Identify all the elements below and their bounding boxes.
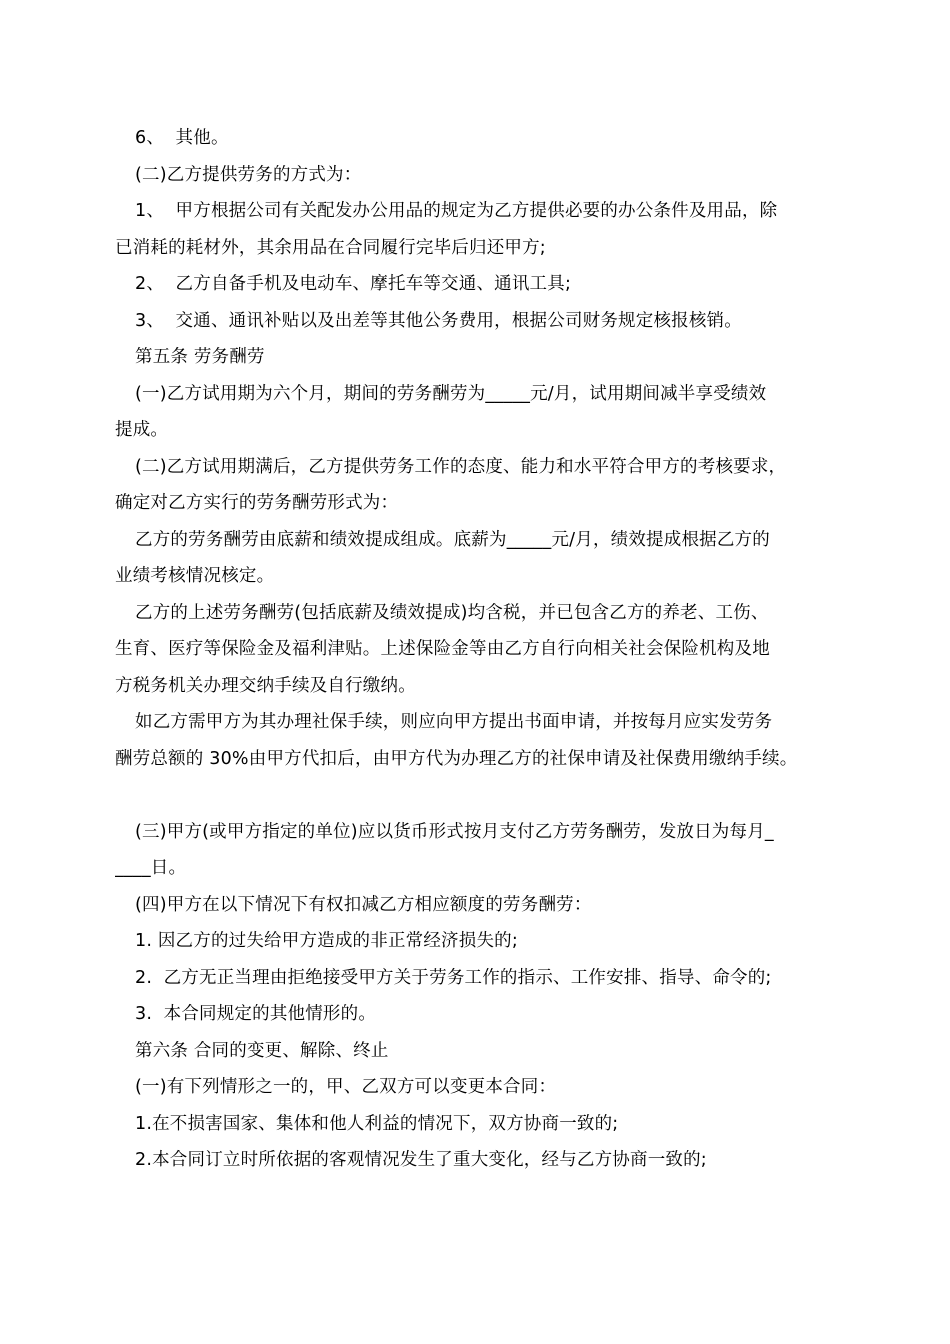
text-line: 如乙方需甲方为其办理社保手续，则应向甲方提出书面申请，并按每月应实发劳务: [135, 712, 773, 732]
text-line: 3、 交通、通讯补贴以及出差等其他公务费用，根据公司财务规定核报核销。: [135, 310, 742, 331]
text-line: 方税务机关办理交纳手续及自行缴纳。: [115, 675, 416, 696]
text-line: 已消耗的耗材外，其余用品在合同履行完毕后归还甲方;: [115, 237, 546, 258]
text-line: 2.本合同订立时所依据的客观情况发生了重大变化，经与乙方协商一致的;: [135, 1150, 707, 1170]
text-line: 生育、医疗等保险金及福利津贴。上述保险金等由乙方自行向相关社会保险机构及地: [115, 639, 770, 659]
text-line: 确定对乙方实行的劳务酬劳形式为：: [115, 493, 399, 513]
text-line: 乙方的上述劳务酬劳(包括底薪及绩效提成)均含税，并已包含乙方的养老、工伤、: [135, 602, 769, 623]
text-line: 2. 乙方无正当理由拒绝接受甲方关于劳务工作的指示、工作安排、指导、命令的;: [135, 967, 772, 988]
text-line: ____日。: [115, 858, 187, 878]
text-line: 1.在不损害国家、集体和他人利益的情况下，双方协商一致的;: [135, 1113, 619, 1134]
text-line: 乙方的劳务酬劳由底薪和绩效提成组成。底薪为_____元/月，绩效提成根据乙方的: [135, 529, 770, 550]
text-line: (四)甲方在以下情况下有权扣减乙方相应额度的劳务酬劳：: [135, 894, 592, 915]
text-line: (二)乙方试用期满后，乙方提供劳务工作的态度、能力和水平符合甲方的考核要求，: [135, 456, 787, 477]
section-heading: 第五条 劳务酬劳: [135, 347, 265, 367]
text-line: 业绩考核情况核定。: [115, 566, 275, 586]
text-line: 1、 甲方根据公司有关配发办公用品的规定为乙方提供必要的办公条件及用品，除: [135, 201, 778, 221]
text-line: (三)甲方(或甲方指定的单位)应以货币形式按月支付乙方劳务酬劳，发放日为每月_: [135, 821, 774, 842]
text-line: (一)乙方试用期为六个月，期间的劳务酬劳为_____元/月，试用期间减半享受绩效: [135, 383, 767, 404]
paragraph-gap: [115, 777, 855, 814]
text-line: (一)有下列情形之一的，甲、乙双方可以变更本合同：: [135, 1077, 557, 1097]
text-line: 2、 乙方自备手机及电动车、摩托车等交通、通讯工具;: [135, 274, 572, 294]
text-line: (二)乙方提供劳务的方式为：: [135, 164, 362, 185]
text-line: 酬劳总额的 30%由甲方代扣后，由甲方代为办理乙方的社保申请及社保费用缴纳手续。: [115, 748, 798, 769]
section-heading: 第六条 合同的变更、解除、终止: [135, 1040, 389, 1061]
text-line: 提成。: [115, 420, 169, 440]
document-page: [115, 120, 855, 1179]
text-line: 6、 其他。: [135, 128, 229, 148]
text-line: 1. 因乙方的过失给甲方造成的非正常经济损失的;: [135, 931, 518, 951]
text-line: 3. 本合同规定的其他情形的。: [135, 1004, 377, 1024]
